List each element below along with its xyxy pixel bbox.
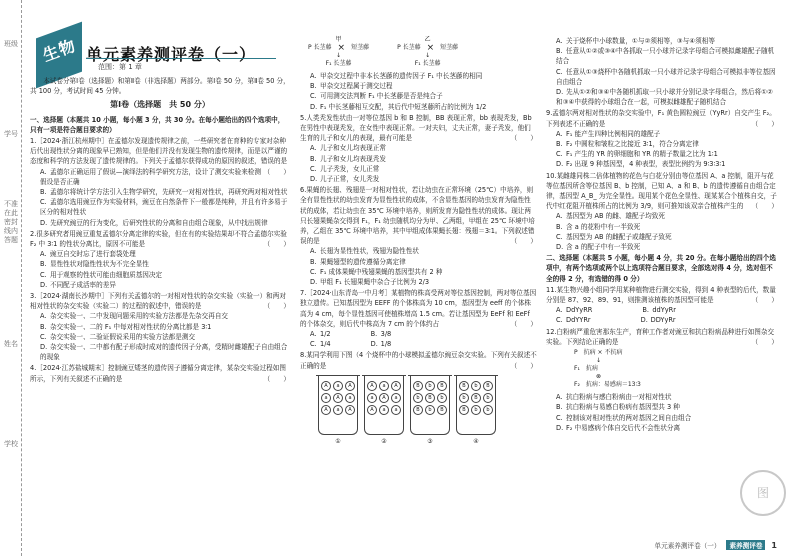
column-right (546, 36, 778, 433)
beaker-1 (318, 375, 358, 435)
answer-blank: （ ） (510, 134, 537, 143)
option-a: A. 甲杂交过程中非本长茎藤的遗传因子 F₁ 中长茎藤的相同 (310, 72, 483, 80)
option-row-ab: A. 1/2 B. 3/8 (310, 330, 392, 339)
option-b: B. 果蝇翅型的遗传遵循分离定律 (310, 257, 406, 266)
option-a: A. 儿子和女儿均表现正常 (310, 144, 386, 153)
binding-strip (0, 0, 22, 556)
binding-label-name: 姓名 (4, 340, 18, 348)
option-d: D. F₂ 中易感病个体自交后代不会性状分离 (556, 423, 681, 432)
ball: b (425, 405, 435, 415)
beaker-3 (410, 375, 450, 435)
option-c: C. 任意从①③烧杯中各随机抓取一只小球并记录字母组合可模拟非等位基因自由组合 (556, 67, 776, 86)
ball: B (483, 381, 493, 391)
down-arrow-icon: ↓ (336, 52, 342, 59)
question-4 (30, 363, 290, 383)
option-d: D. 不同配子成活率的差异 (40, 280, 116, 289)
beaker-diagram (318, 375, 537, 435)
ball: b (471, 405, 481, 415)
option-d: D. 儿子正常，女儿秃发 (310, 175, 380, 184)
ball: A (333, 393, 343, 403)
option-a: A. 基因型为 AB 的雌、雄配子均致死 (556, 212, 665, 221)
option-b: B. 任意从①②或③④中各抓取一只小球并记录字母组合可模拟雌雄配子随机结合 (556, 47, 775, 66)
option-b: B. 含 a 的花粉中有一半致死 (556, 222, 641, 231)
question-6 (300, 185, 537, 287)
question-9 (546, 108, 778, 169)
option-d: D. 先从①②和③④中各随机抓取一只小球并分别记录字母组合，然后将①②和③④中获得的小球组合在一起，可模拟雌雄配子随机结合 (556, 88, 773, 107)
ball: B (471, 393, 481, 403)
option-d: D. F₁ 中长茎藤相互交配，其后代中短茎藤所占的比例为 1/2 (310, 102, 487, 111)
question-stem: 9.孟德尔两对相对性状的杂交实验中，F₁ 黄色圆粒豌豆（YyRr）自交产生 F₂。下列表述不正确的是 (546, 109, 776, 128)
beaker-2 (364, 375, 404, 435)
option-b: B. 孟德尔将统计学方法引入生物学研究，先研究一对相对性状，再研究两对相对性状 (40, 188, 288, 197)
answer-blank: （ ） (751, 202, 778, 211)
option-d: D. 甲组 F₁ 长翅果蝇中杂合子比例为 2/3 (310, 278, 430, 287)
question-2 (30, 229, 290, 290)
cross-diagram (308, 36, 537, 68)
option-b: B. 杂交实验一、二的 F₁ 中每对相对性状的分离比都是 3∶1 (40, 322, 212, 331)
question-3 (30, 291, 290, 362)
ball-grid (457, 375, 495, 421)
option-row-cd: C. 1/4 D. 1/8 (310, 340, 392, 349)
option-a: A. 长翅为显性性状，残翅为隐性性状 (310, 247, 419, 256)
subject-tab: 生物 (40, 35, 79, 66)
ball: a (333, 381, 343, 391)
ball: B (413, 381, 423, 391)
answer-blank: （ ） (263, 374, 290, 383)
option-row-ab: A. DdYyRR B. ddYyRr (556, 306, 676, 315)
question-12 (546, 327, 778, 347)
question-10 (546, 171, 778, 253)
ball: A (321, 381, 331, 391)
ball: A (391, 381, 401, 391)
question-stem: 10.某雌雄同株二倍体植物的花色与白花分别由等位基因 A、a 控制，阻开与花等位基因所含等位基因 B、b 控制，已知 A、a 和 B、b 的遗传遵循自由组合定律，基因型 A_B_ 为完全显性。现用某个花色全显性、现某某合个植株自交，子代中红花阻开植株所占的比例为 3/9，则可推知该双亲合植株产生的 (546, 171, 777, 211)
ball: A (379, 393, 389, 403)
ball-grid (319, 375, 357, 421)
answer-blank: （ ） (263, 240, 290, 249)
question-stem: 12.白粉病严重危害那东生产，育种工作者对豌豆和抗白粉病品种进行如图杂交实验。下列结论正确的是 (546, 327, 775, 346)
column-middle (300, 36, 537, 447)
down-arrow-icon: ↓ (425, 52, 431, 59)
ball: A (367, 405, 377, 415)
beaker-captions (318, 437, 537, 447)
question-stem: 6.果蝇的长翅、残翅是一对相对性状，若让幼虫在正常环境（25℃）中培养，则全有显性性状的幼虫发育为显性性状的成体，不含显性基因的幼虫发育为隐性性状的成体，若让幼虫在 35℃ 环境中培养，则所发育为隐性性状的成体。现让两只长翅果蝇杂交得到 F₁，F₁ 幼虫随机均分为甲、乙两组，甲组在 25℃ 环境中培养，乙组在 35℃ 环境中培养，其中甲组成体果蝇长翅：残翅＝3∶1。下列叙述错误的是 (300, 186, 535, 246)
page-number: 1 (771, 540, 777, 550)
answer-blank: （ ） (510, 319, 537, 328)
ball: b (483, 405, 493, 415)
beaker-label: ④ (473, 437, 479, 445)
option-b: B. 抗白粉病与易感白粉病有基因型共 3 种 (556, 403, 680, 412)
option-b: B. F₂ 中圆粒和皱粒之比接近 3∶1，符合分离定律 (556, 140, 699, 149)
option-b: B. 甲杂交过程属于测交过程 (310, 82, 393, 91)
section2-intro: 二、选择题（本题共 5 小题，每小题 4 分，共 20 分。在每小题给出的四个选项中，有两个选项或两个以上选项符合题目要求，全部选对得 4 分，选对但不全的得 2 分，有选错的得 0 分） (546, 254, 776, 283)
question-stem: 11.某生物兴趣小组同学用某种植物进行测交实验，得到 4 种表型的后代，数量分别是 87、92、89、91，则推测该植株的基因型可能是 (546, 285, 776, 305)
option-c: C. 孟德尔选用豌豆作为实验材料，豌豆在自然条件下一般都是纯种，并且有许多易于区分的相对性状 (40, 198, 288, 217)
option-c: C. F₁ 产生的 YR 的卵细胞和 YR 的精子数量之比为 1∶1 (556, 150, 718, 159)
binding-warning: 不准在此密封线内答题 (4, 200, 18, 244)
section1-intro: 一、选择题（本题共 10 小题，每小题 3 分，共 30 分。在每小题给出的四个选项中，只有一项是符合题目要求的） (30, 115, 285, 134)
answer-blank: （ ） (751, 296, 778, 305)
ball-grid (411, 375, 449, 421)
beaker-4 (456, 375, 496, 435)
ball-grid (365, 375, 403, 421)
ball: a (379, 381, 389, 391)
ball: a (345, 393, 355, 403)
binding-label-school: 学校 (4, 440, 18, 448)
answer-blank: （ ） (263, 167, 290, 176)
answer-blank: （ ） (751, 337, 778, 346)
question-1 (30, 136, 290, 228)
ball: a (391, 393, 401, 403)
answer-blank: （ ） (510, 237, 537, 246)
scope-label: 范围：第 1 章 (98, 63, 142, 71)
option-a: A. F₁ 能产生四种比例相同的雄配子 (556, 129, 661, 138)
option-a: A. 豌豆自交时忘了进行套袋处理 (40, 250, 136, 259)
option-b: B. 儿子和女儿均表现秃发 (310, 154, 386, 163)
option-a: A. 杂交实验一、二中发现问题采用的实验方法都是先杂交再自交 (40, 312, 229, 321)
ball: b (425, 381, 435, 391)
cross-left: 甲 P 长茎藤 × 短茎藤 ↓ F₁ 长茎藤 (308, 36, 370, 67)
ball: B (425, 393, 435, 403)
cross-right: 乙 P 长茎藤 × 短茎藤 ↓ F₁ 长茎藤 (397, 36, 459, 67)
beaker-label: ② (381, 437, 387, 445)
option-d: D. F₂ 出现 9 种基因型，4 种表型，表型比例约为 9∶3∶3∶1 (556, 160, 726, 169)
footer-unit: 单元素养测评卷（一） (654, 542, 721, 550)
question-stem: 5.人类秃发性状由一对等位基因 b 和 B 控制，BB 表现正常，bb 表现秃发，Bb 在男性中表现秃发，在女性中表现正常。一对夫妇，丈夫正常，妻子秃发，他们生育的儿子和女儿的表现，最有可能是 (300, 113, 532, 143)
option-row-cd: C. DdYYRr D. DDYyRr (556, 316, 676, 325)
question-7 (300, 288, 537, 349)
ball: b (483, 393, 493, 403)
question-stem: 7.［2024·山东青岛一中月考］某植物的株高受两对等位基因控制，两对等位基因独立遗传。已知基因型为 EEFF 的个体株高为 10 cm，基因型为 eeff 的个体株高为 4 cm，每个显性基因可使植株增高 1.5 cm。若让基因型为 EeFf 和 EeFf 的个体杂交，则后代中株高为 7 cm 的个体约占 (300, 289, 537, 328)
option-d: D. 杂交实验一、二中都有配子形成时成对的遗传因子分离，受精时雌雄配子自由组合的现象 (40, 343, 288, 362)
down-arrow-icon: ↓ (596, 357, 602, 365)
question-5 (300, 113, 537, 184)
ball: B (437, 381, 447, 391)
option-d: D. 先研究豌豆的行为变化，后研究性状的分离和自由组合现象，从中找出规律 (40, 218, 268, 227)
option-c: C. 控制该对相对性状的两对基因之间自由组合 (556, 413, 692, 422)
ball: B (413, 405, 423, 415)
option-c: C. 可用测交法判断 F₁ 中长茎藤是否是纯合子 (310, 92, 443, 101)
ball: b (459, 393, 469, 403)
option-d: D. 含 a 的配子中有一半致死 (556, 243, 641, 252)
experiment-diagram: P 抗病 × 不抗病 ↓ F₁ 抗病 ⊗ F₂ 抗病：易感病＝13∶3 (574, 349, 778, 389)
page-title: 单元素养测评卷（一） (86, 45, 257, 64)
ball: a (379, 405, 389, 415)
question-stem: 8.某同学利用下图（4 个烧杯中的小球模拟孟德尔豌豆杂交实验。下列有关叙述不正确的是 (300, 351, 537, 370)
self-cross-icon: ⊗ (596, 373, 602, 381)
binding-label-number: 学号 (4, 130, 18, 138)
ball: B (459, 381, 469, 391)
question-stem: 2.很多研究者用豌豆重复孟德尔分离定律的实验，但在有的实验结果却不符合孟德尔实验 F₂ 中 3∶1 的性状分离比，原因不可能是 (30, 229, 287, 249)
question-stem: 4.［2024·江苏盐城期末］控制豌豆矮茎的遗传因子遵循分离定律，某杂交实验过程如图所示，下列有关叙述不正确的是 (30, 364, 286, 383)
beaker-label: ① (335, 437, 341, 445)
option-c: C. 杂交实验一、二验证假说采用的实验方法都是测交 (40, 332, 196, 341)
footer-tag: 素养测评卷 (726, 540, 765, 550)
ball: B (459, 405, 469, 415)
option-c: C. 用于观察的性状可能由细胞质基因决定 (40, 270, 163, 279)
binding-label-class: 班级 (4, 40, 18, 48)
title-rule (86, 58, 276, 59)
ball: a (367, 393, 377, 403)
option-a: A. 关于烧杯中小球数量，①与②须相等，③与④须相等 (556, 37, 715, 45)
column-left (30, 76, 290, 384)
footer (655, 540, 777, 550)
part1-title: 第Ⅰ卷（选择题 共 50 分） (110, 100, 210, 110)
ball: b (413, 393, 423, 403)
option-c: C. 儿子秃发，女儿正常 (310, 164, 380, 173)
answer-blank: （ ） (263, 302, 290, 311)
option-c: C. 基因型为 AB 的雌配子或雄配子致死 (556, 232, 672, 241)
option-c: C. F₁ 成体果蝇中残翅果蝇的基因型共有 2 种 (310, 267, 443, 276)
answer-blank: （ ） (751, 119, 778, 128)
beaker-label: ③ (427, 437, 433, 445)
ball: B (437, 405, 447, 415)
ball: b (471, 381, 481, 391)
answer-blank: （ ） (510, 361, 537, 370)
option-a: A. 孟德尔正确运用了假说—演绎法的科学研究方法，设计了测交实验来检测假设是否正确 (40, 167, 261, 186)
question-stem: 3.［2024·湖南长沙期中］下列有关孟德尔的一对相对性状的杂交实验（实验一）和两对相对性状的杂交实验（实验二）的过程的叙述中，错误的是 (30, 292, 286, 311)
option-a: A. 抗白粉病与感白粉病由一对相对性状 (556, 393, 672, 402)
watermark-stamp: 图 (740, 470, 786, 516)
intro-text: 本试卷分第Ⅰ卷（选择题）和第Ⅱ卷（非选择题）两部分。第Ⅰ卷 50 分，第Ⅱ卷 50 分，共 100 分，考试时间 45 分钟。 (30, 77, 290, 96)
question-stem: 1.［2024·浙江杭州期中］在孟德尔发现遗传规律之前，一些研究者在育种的专家对杂种后代出现性状分离的现象早已熟知，但是他们并没有发现生物的遗传规律，而是以严谨的态度和科学的方法发现了遗传规律的。下列关于孟德尔获得成功的原因的叙述，错误的是 (30, 137, 288, 166)
question-11 (546, 285, 778, 326)
option-b: B. 显性性状对隐性性状为不完全显性 (40, 260, 149, 269)
question-8 (300, 350, 537, 370)
ball: b (437, 393, 447, 403)
ball: A (345, 405, 355, 415)
ball: a (391, 405, 401, 415)
ball: A (345, 381, 355, 391)
ball: A (321, 405, 331, 415)
ball: a (321, 393, 331, 403)
ball: A (367, 381, 377, 391)
ball: a (333, 405, 343, 415)
